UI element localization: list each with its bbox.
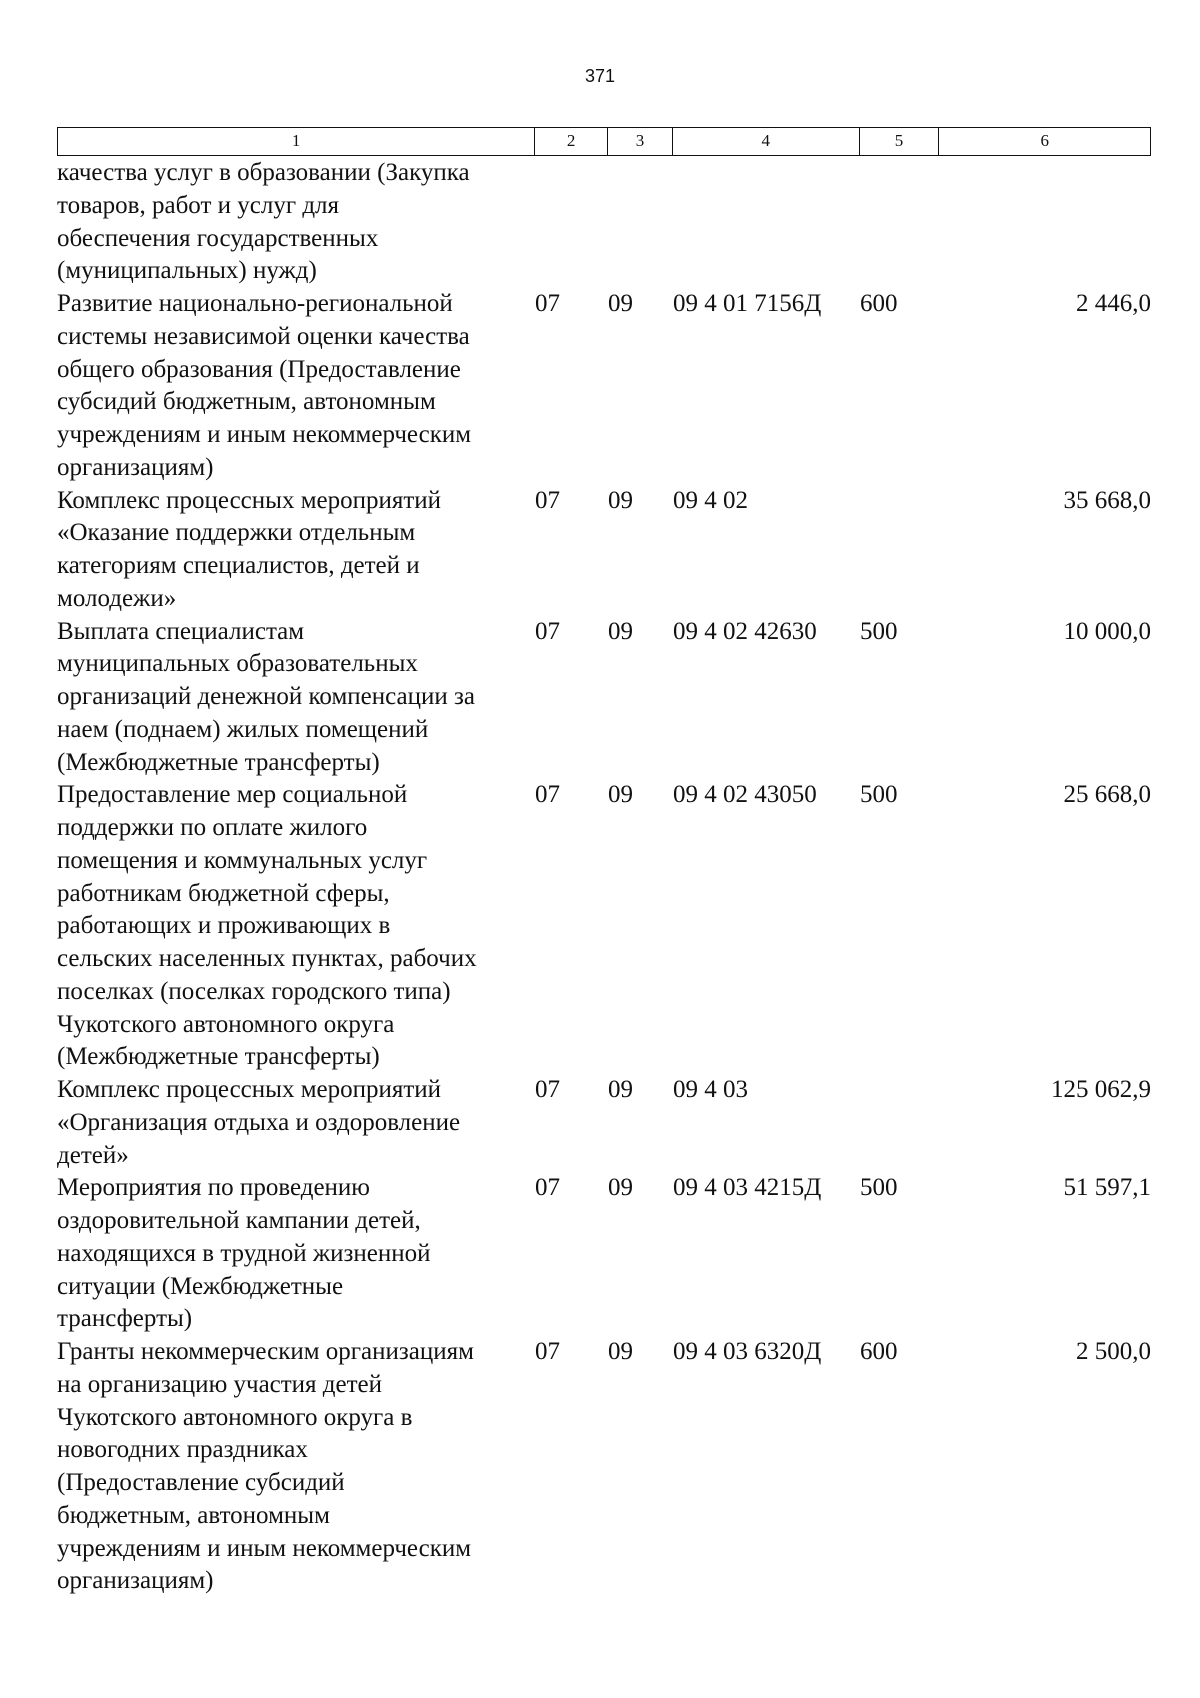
header-cell-1: 1 <box>58 128 535 155</box>
row-sum: 2 446,0 <box>1076 290 1151 317</box>
row-name: Гранты некоммерческим организациям на организацию участия детей Чукотского автономного округа в новогодних праздниках (Предоставление субсидий бюджетным, автономным учреждениям и иным некоммерческим организациям) <box>57 1338 474 1595</box>
row-csr: 09 4 02 <box>673 486 748 514</box>
row-name: Предоставление мер социальной поддержки по оплате жилого помещения и коммунальных услуг работникам бюджетной сферы, работающих и проживающих в сельских населенных пунктах, рабочих поселках (поселках городского типа) Чукотского автономного округа (Межбюджетные трансферты) <box>57 781 477 1071</box>
row-csr: 09 4 02 43050 <box>673 781 817 809</box>
row-name: Выплата специалистам муниципальных образовательных организаций денежной компенсации за наем (поднаем) жилых помещений (Межбюджетные трансферты) <box>57 617 475 776</box>
table-row <box>57 1172 1151 1336</box>
row-razdel: 07 <box>535 617 560 645</box>
table-header <box>57 127 1151 156</box>
table-row <box>57 1336 1151 1598</box>
row-sum <box>940 157 1151 288</box>
row-sum: 2 500,0 <box>1076 1338 1151 1365</box>
row-razdel: 07 <box>535 1338 560 1365</box>
header-cell-2: 2 <box>535 128 608 155</box>
row-csr: 09 4 01 7156Д <box>673 290 822 317</box>
row-name: Мероприятия по проведению оздоровительной кампании детей, находящихся в трудной жизненной ситуации (Межбюджетные трансферты) <box>57 1174 431 1333</box>
row-razdel <box>535 157 608 288</box>
row-csr: 09 4 02 42630 <box>673 617 817 645</box>
row-csr: 09 4 03 4215Д <box>673 1174 822 1202</box>
row-name: качества услуг в образовании (Закупка товаров, работ и услуг для обеспечения государственных (муниципальных) нужд) <box>57 159 470 285</box>
row-vr <box>860 1074 940 1172</box>
row-vr: 500 <box>860 781 898 809</box>
row-vr <box>860 157 940 288</box>
table-row <box>57 485 1151 616</box>
row-razdel: 07 <box>535 486 560 514</box>
row-podrazdel: 09 <box>608 1076 633 1103</box>
table-row <box>57 288 1151 485</box>
row-name: Комплекс процессных мероприятий «Организация отдыха и оздоровление детей» <box>57 1076 461 1169</box>
table-row <box>57 779 1151 1074</box>
row-csr <box>673 157 860 288</box>
row-vr: 600 <box>860 1338 898 1365</box>
row-csr: 09 4 03 6320Д <box>673 1338 822 1365</box>
row-name: Комплекс процессных мероприятий «Оказание поддержки отдельным категориям специалистов, детей и молодежи» <box>57 486 442 612</box>
row-csr: 09 4 03 <box>673 1076 748 1103</box>
row-podrazdel: 09 <box>608 1338 633 1365</box>
row-name: Развитие национально-региональной системы независимой оценки качества общего образования (Предоставление субсидий бюджетным, автономным учреждениям и иным некоммерческим организациям) <box>57 290 472 481</box>
row-sum: 51 597,1 <box>1063 1174 1151 1202</box>
row-vr: 500 <box>860 1174 898 1202</box>
table-row <box>57 157 1151 288</box>
row-vr: 600 <box>860 290 898 317</box>
page-number: 371 <box>584 66 616 86</box>
row-sum: 35 668,0 <box>1063 486 1151 514</box>
header-cell-5: 5 <box>860 128 940 155</box>
header-cell-4: 4 <box>673 128 860 155</box>
row-podrazdel <box>608 157 673 288</box>
row-podrazdel: 09 <box>608 486 633 514</box>
row-podrazdel: 09 <box>608 617 633 645</box>
row-sum: 25 668,0 <box>1063 781 1151 809</box>
row-razdel: 07 <box>535 290 560 317</box>
row-podrazdel: 09 <box>608 1174 633 1202</box>
table-row <box>57 616 1151 780</box>
table-row <box>57 1074 1151 1172</box>
row-razdel: 07 <box>535 1076 560 1103</box>
table-body <box>57 157 1151 1598</box>
row-podrazdel: 09 <box>608 781 633 809</box>
header-cell-3: 3 <box>608 128 673 155</box>
row-razdel: 07 <box>535 781 560 809</box>
row-sum: 10 000,0 <box>1063 617 1151 645</box>
header-cell-6: 6 <box>1040 131 1049 150</box>
row-podrazdel: 09 <box>608 290 633 317</box>
row-vr <box>860 485 940 616</box>
row-razdel: 07 <box>535 1174 560 1202</box>
row-vr: 500 <box>860 617 898 645</box>
row-sum: 125 062,9 <box>1051 1076 1151 1103</box>
